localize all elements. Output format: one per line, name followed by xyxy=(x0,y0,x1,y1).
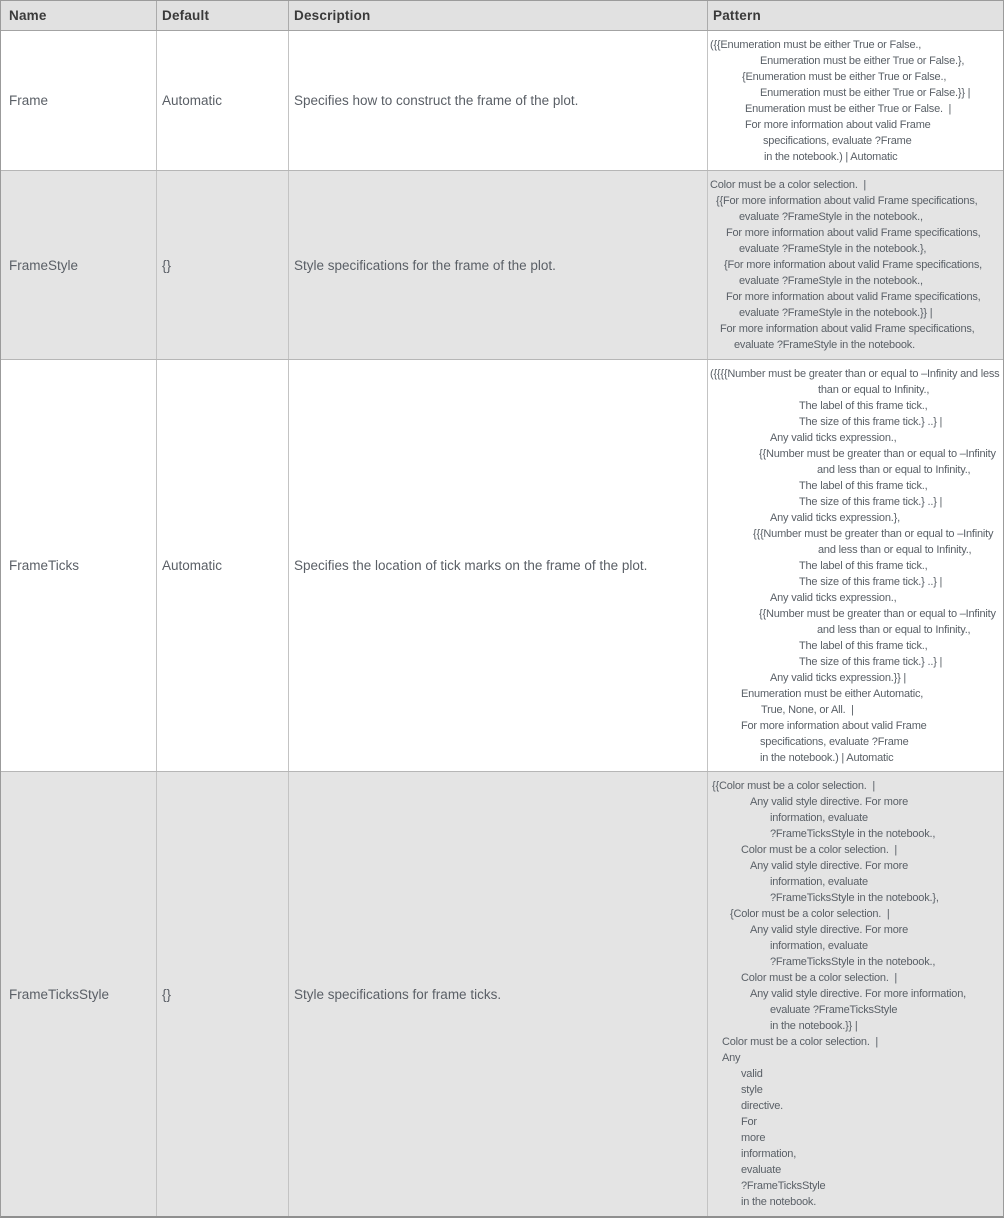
table-header-row xyxy=(1,1,1003,31)
option-description: Style specifications for the frame of the plot. xyxy=(289,171,708,359)
option-default: Automatic xyxy=(157,31,289,170)
column-header-description: Description xyxy=(289,1,708,30)
option-pattern: {{Color must be a color selection. | Any valid style directive. For more information, evaluate ?FrameTicksStyle in the notebook., Color must be a color selection. | Any valid style directive. For more information, evaluate ?FrameTicksStyle in the notebook.}, {Color must be a color selection. | Any valid style directive. For more information, evaluate ?FrameTicksStyle in the notebook., Color must be a color selection. | Any valid style directive. For more information, evaluate ?FrameTicksStyle in the notebook.}} | Color must be a color selection. | Any valid style directive. For more information, evaluate ?FrameTicksStyle in the notebook. xyxy=(712,780,966,1208)
option-name: Frame xyxy=(1,31,157,170)
option-pattern: Color must be a color selection. | {{For more information about valid Frame specifications, evaluate ?FrameStyle in the notebook., For more information about valid Frame specifications, evaluate ?FrameStyle in the notebook.}, {For more information about valid Frame specifications, evaluate ?FrameStyle in the notebook., For more information about valid Frame specifications, evaluate ?FrameStyle in the notebook.}} | For more information about valid Frame specifications, evaluate ?FrameStyle in the notebook. xyxy=(710,179,983,351)
column-header-default: Default xyxy=(157,1,289,30)
option-default: Automatic xyxy=(157,360,289,771)
option-name: FrameTicks xyxy=(1,360,157,771)
option-pattern: ({{{{Number must be greater than or equal to –Infinity and less than or equal to Infinity., The label of this frame tick., The size of this frame tick.} ..} | Any valid ticks expression., {{Number must be greater than or equal to –Infinity and less than or equal to Infinity., The label of this frame tick., The size of this frame tick.} ..} | Any valid ticks expression.}, {{{Number must be greater than or equal to –Infinity and less than or equal to Infinity., The label of this frame tick., The size of this frame tick.} ..} | Any valid ticks expression., {{Number must be greater than or equal to –Infinity and less than or equal to Infinity., The label of this frame tick., The size of this frame tick.} ..} | Any valid ticks expression.}} | Enumeration must be either Automatic, True, None, or All. | For more information about valid Frame specifications, evaluate ?Frame in the notebook.) | Automatic xyxy=(710,368,1000,764)
option-description: Specifies the location of tick marks on the frame of the plot. xyxy=(289,360,708,771)
option-default: {} xyxy=(157,171,289,359)
table-row-frame xyxy=(1,31,1003,170)
option-name: FrameStyle xyxy=(1,171,157,359)
column-header-name: Name xyxy=(1,1,157,30)
option-description: Style specifications for frame ticks. xyxy=(289,772,708,1216)
table-row-framestyle xyxy=(1,170,1003,359)
table-row-frameticksstyle xyxy=(1,771,1003,1216)
option-default: {} xyxy=(157,772,289,1216)
column-header-pattern: Pattern xyxy=(713,8,761,23)
option-pattern: ({{Enumeration must be either True or False., Enumeration must be either True or False.}, {Enumeration must be either True or False., Enumeration must be either True or False.}} | Enumeration must be either True or False. | For more information about valid Frame specifications, evaluate ?Frame in the notebook.) | Automatic xyxy=(710,39,971,163)
option-description: Specifies how to construct the frame of the plot. xyxy=(289,31,708,170)
table-row-frameticks xyxy=(1,359,1003,771)
option-name: FrameTicksStyle xyxy=(1,772,157,1216)
